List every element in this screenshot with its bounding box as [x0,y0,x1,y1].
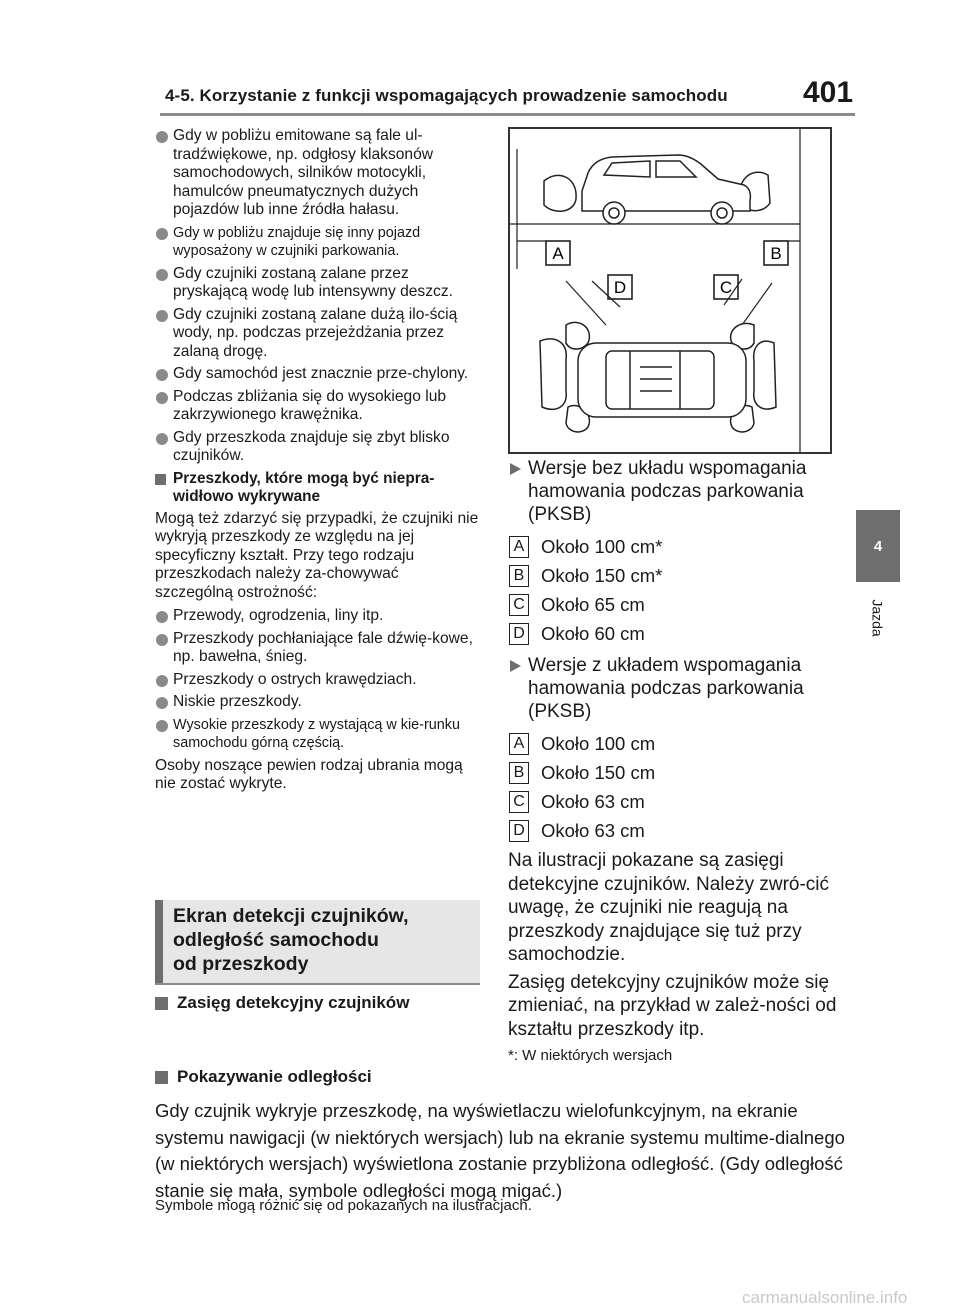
section-header-title: 4-5. Korzystanie z funkcji wspomagających prowadzenie samochodu [165,86,728,105]
label-a: A [552,244,564,263]
bullet-dot-icon [156,310,168,322]
letter-badge: A [509,733,529,755]
section-title-line: od przeszkody [173,953,309,975]
header-divider [160,113,855,116]
section-title-divider [155,983,480,985]
distance-text: Około 60 cm [541,622,645,644]
bullet-item [155,716,480,753]
car-side-view-icon [582,155,750,224]
bullet-dot-icon [156,269,168,281]
letter-badge: B [509,565,529,587]
letter-badge: A [509,536,529,558]
subheading-range [155,993,409,1013]
bullet-item [155,224,480,261]
bullet-text: Gdy przeszkoda znajduje się zbyt blisko czujników. [173,428,450,464]
distance-text: Około 65 cm [541,593,645,615]
sensor-diagram [510,129,830,452]
bullet-text: Przeszkody o ostrych krawędziach. [173,670,417,688]
closing-paragraph: Osoby noszące pewien rodzaj ubrania mogą nie zostać wykryte. [155,756,463,792]
label-d-box [608,275,632,299]
watermark: carmanualsonline.info [742,1288,908,1307]
bullet-dot-icon [156,433,168,445]
distance-item [508,729,838,758]
bullet-item [155,306,480,362]
square-bullet-icon [155,474,166,485]
distance-item [508,561,838,590]
square-bullet-icon [155,997,168,1010]
label-c: C [719,278,733,297]
bullet-item [155,671,480,690]
range-variation-paragraph: Zasięg detekcyjny czujników może się zmieniać, na przykład w zależ-ności od kształtu przeszkody itp. [508,971,837,1040]
dimension-line-c-2 [742,283,772,325]
variant-heading-text: Wersje z układem wspomagania hamowania podczas parkowania (PKSB) [528,655,804,722]
letter-badge: D [509,820,529,842]
subheading-text: Zasięg detekcyjny czujników [177,993,410,1012]
variant-heading-text: Wersje bez układu wspomagania hamowania podczas parkowania (PKSB) [528,458,807,525]
label-b: B [770,244,782,263]
bullet-dot-icon [156,634,168,646]
section-heading-text: Przeszkody, które mogą być niepra-widłowo wykrywane [173,469,435,505]
bullet-item [155,693,480,712]
bullet-item [155,365,480,384]
distance-text: Około 100 cm* [541,535,663,557]
letter-badge: C [509,594,529,616]
bullet-text: Podczas zbliżania się do wysokiego lub zakrzywionego krawężnika. [173,387,447,423]
bullet-dot-icon [156,369,168,381]
bullet-text: Gdy samochód jest znacznie prze-chylony. [173,365,469,382]
distance-display-paragraph: Gdy czujnik wykryje przeszkodę, na wyświetlaczu wielofunkcyjnym, na ekranie systemu nawigacji (w niektórych wersjach) lub na ekranie systemu multime-dialnego (w niektórych wersjach) wyświetlona zostanie przybliżona odległość. (Gdy odległość stanie się mała, symbole odległości mogą migać.) [155,1100,845,1201]
letter-badge: D [509,623,529,645]
front-detection-zone-top [754,341,776,409]
bullet-text: Gdy w pobliżu emitowane są fale ul-tradźwiękowe, np. odgłosy klaksonów samochodowych, silników motocykli, hamulców pneumatycznych dużych pojazdów lub inne źródła hałasu. [173,127,434,218]
section-title-box [155,900,480,983]
section-title-line: Ekran detekcji czujników, [173,905,409,927]
bullet-dot-icon [156,392,168,404]
rear-corner-zone-top-left [566,322,589,349]
bullet-dot-icon [156,611,168,623]
chapter-label [860,588,896,648]
distance-item [508,590,838,619]
bullet-dot-icon [156,697,168,709]
bullet-item [155,388,480,425]
label-d: D [613,278,627,297]
triangle-bullet-icon [510,463,521,475]
symbols-note: Symbole mogą różnić się od pokazanych na ilustracjach. [155,1197,532,1214]
variant-heading [508,457,838,526]
letter-badge: C [509,791,529,813]
bullet-dot-icon [156,228,168,240]
distance-text: Około 150 cm [541,761,656,783]
chapter-label-text: Jazda [870,599,887,637]
bullet-text: Przewody, ogrodzenia, liny itp. [173,607,384,624]
distance-item [508,787,838,816]
bullet-dot-icon [156,720,168,732]
right-column [508,457,838,1064]
bullet-item [155,429,480,466]
bullet-text: Niskie przeszkody. [173,693,302,710]
bullet-item [155,127,480,220]
car-top-view-icon [578,343,746,417]
bullet-item [155,630,480,667]
bullet-text: Gdy w pobliżu znajduje się inny pojazd wyposażony w czujniki parkowania. [173,224,421,259]
section-heading [155,470,480,507]
range-info-paragraph: Na ilustracji pokazane są zasięgi detekcyjne czujników. Należy zwró-cić uwagę, że czujniki nie reagują na przeszkody znajdujące się tuż przy samochodzie. [508,850,830,965]
bullet-text: Gdy czujniki zostaną zalane dużą ilo-ścią wody, np. podczas przejeżdżania przez zalaną drogę. [173,305,458,360]
bullet-item [155,265,480,302]
distance-text: Około 100 cm [541,732,656,754]
label-c-box [714,275,738,299]
left-column [155,127,480,799]
sensor-range-illustration [508,127,832,454]
chapter-tab: 4 [856,510,900,582]
bullet-item [155,607,480,626]
distance-item [508,816,838,845]
rear-detection-zone-side [544,175,576,211]
subheading-distance [155,1067,372,1087]
distance-text: Około 63 cm [541,819,645,841]
square-bullet-icon [155,1071,168,1084]
distance-item [508,619,838,648]
distance-text: Około 63 cm [541,790,645,812]
bullet-text: Gdy czujniki zostaną zalane przez pryskającą wodę lub intensywny deszcz. [173,264,453,300]
dimension-line-d-1 [566,281,606,325]
letter-badge: B [509,762,529,784]
variant-heading [508,654,838,723]
bullet-dot-icon [156,131,168,143]
label-a-box [546,241,570,265]
bullet-text: Wysokie przeszkody z wystającą w kie-runku samochodu górną częścią. [173,716,460,751]
section-title-line: odległość samochodu [173,929,379,951]
page-number: 401 [803,76,854,109]
label-b-box [764,241,788,265]
section-paragraph: Mogą też zdarzyć się przypadki, że czujniki nie wykryją przeszkody ze względu na jej specyficzny kształt. Przy tego rodzaju przeszkodach należy za-chowywać szczególną ostrożność: [155,509,479,601]
bullet-dot-icon [156,675,168,687]
distance-item [508,532,838,561]
distance-text: Około 150 cm* [541,564,663,586]
rear-detection-zone-top [540,339,566,409]
distance-item [508,758,838,787]
footnote: *: W niektórych wersjach [508,1047,673,1064]
triangle-bullet-icon [510,660,521,672]
bullet-text: Przeszkody pochłaniające fale dźwię-kowe, np. bawełna, śnieg. [173,629,473,665]
subheading-text: Pokazywanie odległości [177,1067,372,1086]
